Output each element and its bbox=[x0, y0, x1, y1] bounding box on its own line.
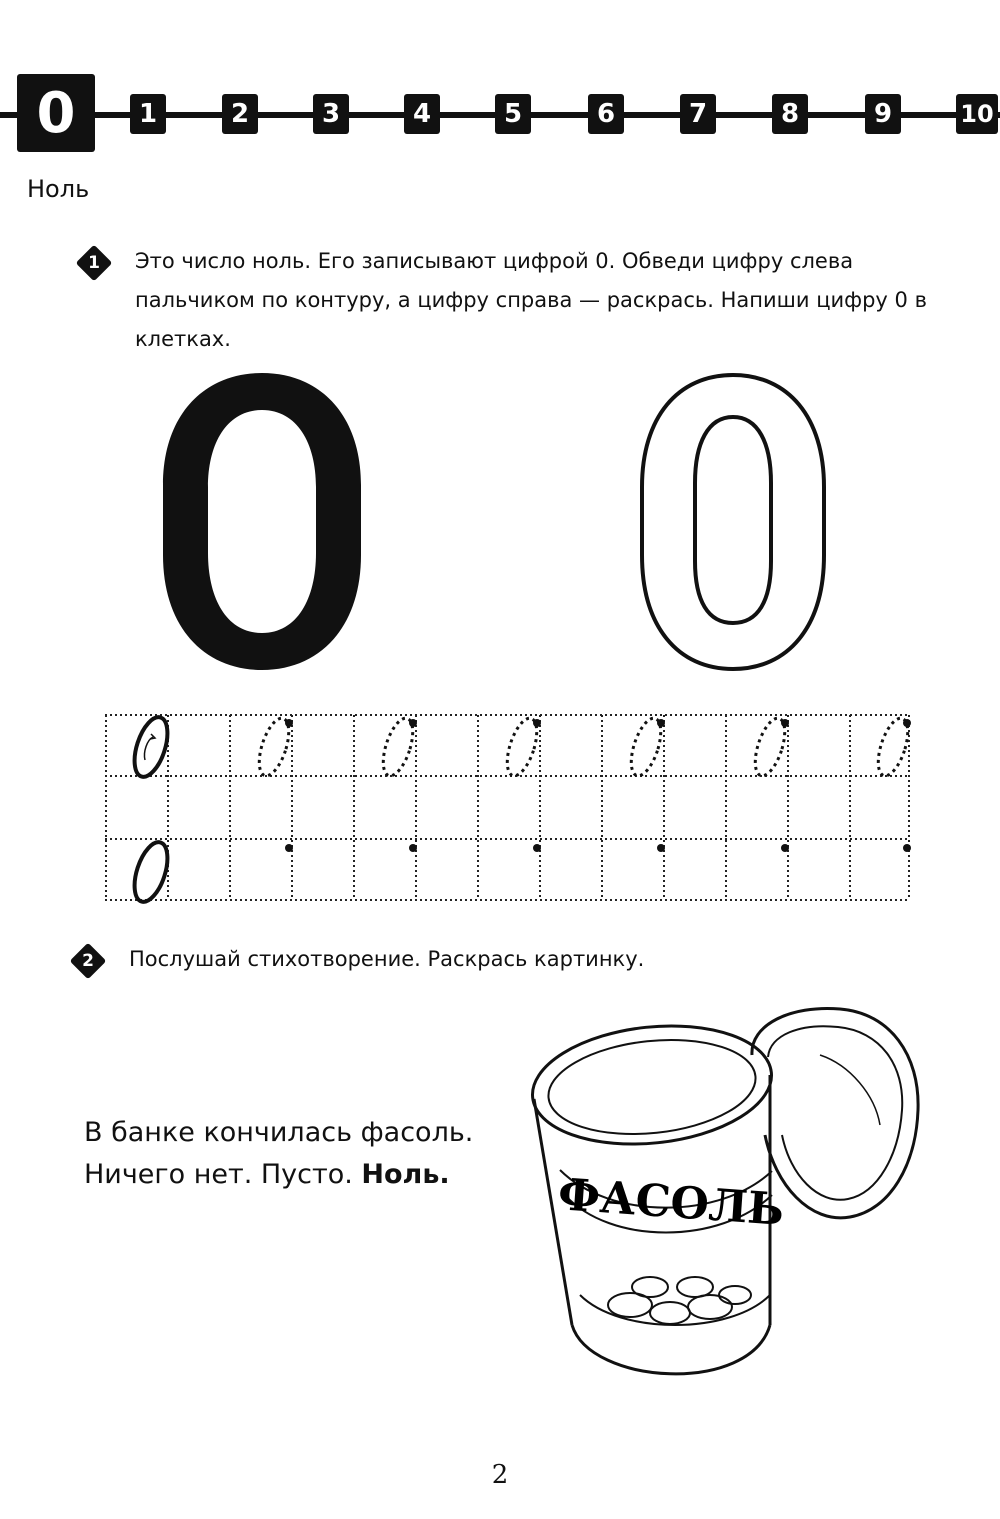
number-line-item: 6 bbox=[588, 94, 624, 134]
number-line-item: 3 bbox=[313, 94, 349, 134]
number-line bbox=[0, 70, 1000, 160]
task-1-text: Это число ноль. Его записывают цифрой 0. Обведи цифру слева пальчиком по контуру, а цифру справа — раскрась. Напиши цифру 0 в клетках. bbox=[135, 249, 927, 351]
number-line-item: 8 bbox=[772, 94, 808, 134]
solid-zero-digit bbox=[163, 373, 361, 670]
writing-grid bbox=[103, 712, 913, 904]
number-line-item: 9 bbox=[865, 94, 901, 134]
number-line-item: 1 bbox=[130, 94, 166, 134]
page-title: Ноль bbox=[27, 175, 90, 203]
page-number: 2 bbox=[491, 1460, 509, 1490]
number-line-item: 5 bbox=[495, 94, 531, 134]
outline-zero-digit bbox=[642, 375, 824, 669]
can-label: ФАСОЛЬ bbox=[556, 1169, 786, 1236]
task-1-badge: 1 bbox=[75, 244, 113, 282]
number-line-item: 7 bbox=[680, 94, 716, 134]
poem bbox=[84, 1112, 473, 1196]
task-2-text: Послушай стихотворение. Раскрась картинку. bbox=[129, 947, 645, 971]
bean-can-illustration bbox=[520, 995, 970, 1415]
big-zero-digits bbox=[150, 365, 850, 685]
poem-line-1: В банке кончилась фасоль. bbox=[84, 1117, 474, 1148]
trace-zero-row bbox=[253, 715, 913, 779]
task-2 bbox=[69, 940, 929, 980]
task-1 bbox=[75, 242, 935, 359]
sample-zero bbox=[128, 838, 174, 904]
number-line-item: 4 bbox=[404, 94, 440, 134]
number-line-item: 10 bbox=[956, 94, 998, 134]
task-2-badge: 2 bbox=[69, 942, 107, 980]
number-line-current: 0 bbox=[17, 74, 95, 152]
number-line-item: 2 bbox=[222, 94, 258, 134]
poem-line-2: Ничего нет. Пусто. Ноль. bbox=[84, 1159, 450, 1190]
start-dots bbox=[285, 719, 911, 852]
